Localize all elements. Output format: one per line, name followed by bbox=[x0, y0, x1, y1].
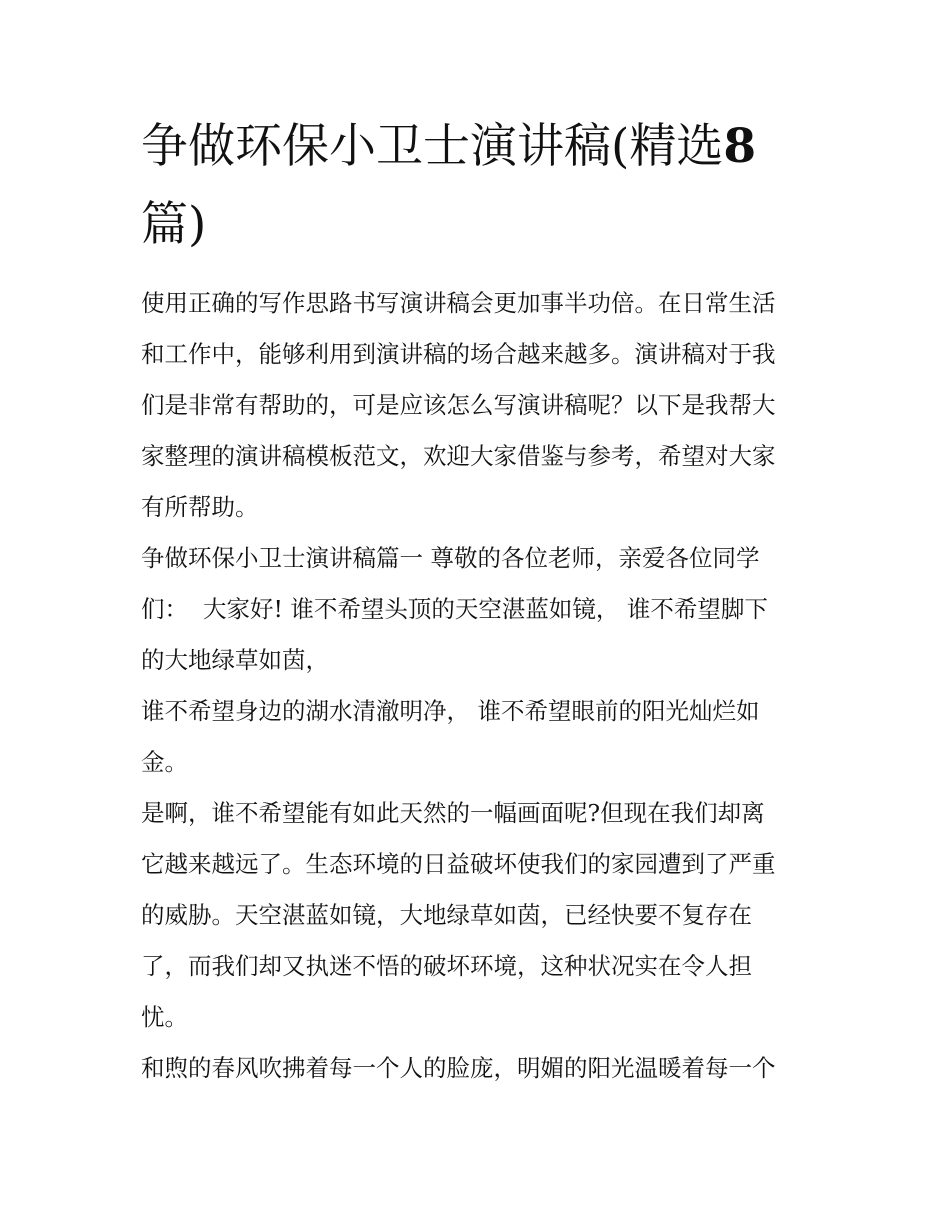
text-line: 是啊，谁不希望能有如此天然的一幅画面呢?但现在我们却离 bbox=[141, 799, 765, 827]
text-line: 金。 bbox=[141, 748, 188, 776]
text-line: 的大地绿草如茵， bbox=[141, 646, 329, 674]
paragraph-environment bbox=[141, 788, 817, 1043]
text-line: 和工作中，能够利用到演讲稿的场合越来越多。演讲稿对于我 bbox=[141, 340, 776, 368]
text-line: 争做环保小卫士演讲稿篇一 尊敬的各位老师，亲爱各位同学 bbox=[141, 544, 760, 572]
text-line: 们是非常有帮助的，可是应该怎么写演讲稿呢？以下是我帮大 bbox=[141, 391, 776, 419]
text-line: 和煦的春风吹拂着每一个人的脸庞，明媚的阳光温暖着每一个 bbox=[141, 1054, 776, 1082]
text-line: 家整理的演讲稿模板范文，欢迎大家借鉴与参考，希望对大家 bbox=[141, 442, 776, 470]
paragraph-spring bbox=[141, 1043, 817, 1094]
paragraph-lake bbox=[141, 686, 817, 788]
text-line: 们： 大家好! 谁不希望头顶的天空湛蓝如镜， 谁不希望脚下 bbox=[141, 595, 768, 623]
text-line: 使用正确的写作思路书写演讲稿会更加事半功倍。在日常生活 bbox=[141, 289, 776, 317]
text-line: 有所帮助。 bbox=[141, 493, 259, 521]
title-number: 8 bbox=[723, 119, 757, 174]
text-line: 它越来越远了。生态环境的日益破坏使我们的家园遭到了严重 bbox=[141, 850, 776, 878]
title-line-2: 篇) bbox=[141, 197, 207, 252]
text-line: 的威胁。天空湛蓝如镜，大地绿草如茵，已经快要不复存在 bbox=[141, 901, 752, 929]
text-line: 忧。 bbox=[141, 1003, 188, 1031]
paragraph-speech-opening bbox=[141, 533, 817, 686]
title-line-1 bbox=[141, 108, 817, 186]
paragraph-intro bbox=[141, 278, 817, 533]
document-title bbox=[141, 108, 817, 264]
document-content bbox=[141, 108, 817, 1094]
text-line: 谁不希望身边的湖水清澈明净， 谁不希望眼前的阳光灿烂如 bbox=[141, 697, 760, 725]
text-line: 了，而我们却又执迷不悟的破坏环境，这种状况实在令人担 bbox=[141, 952, 752, 980]
title-main-text: 争做环保小卫士演讲稿(精选 bbox=[141, 119, 724, 174]
